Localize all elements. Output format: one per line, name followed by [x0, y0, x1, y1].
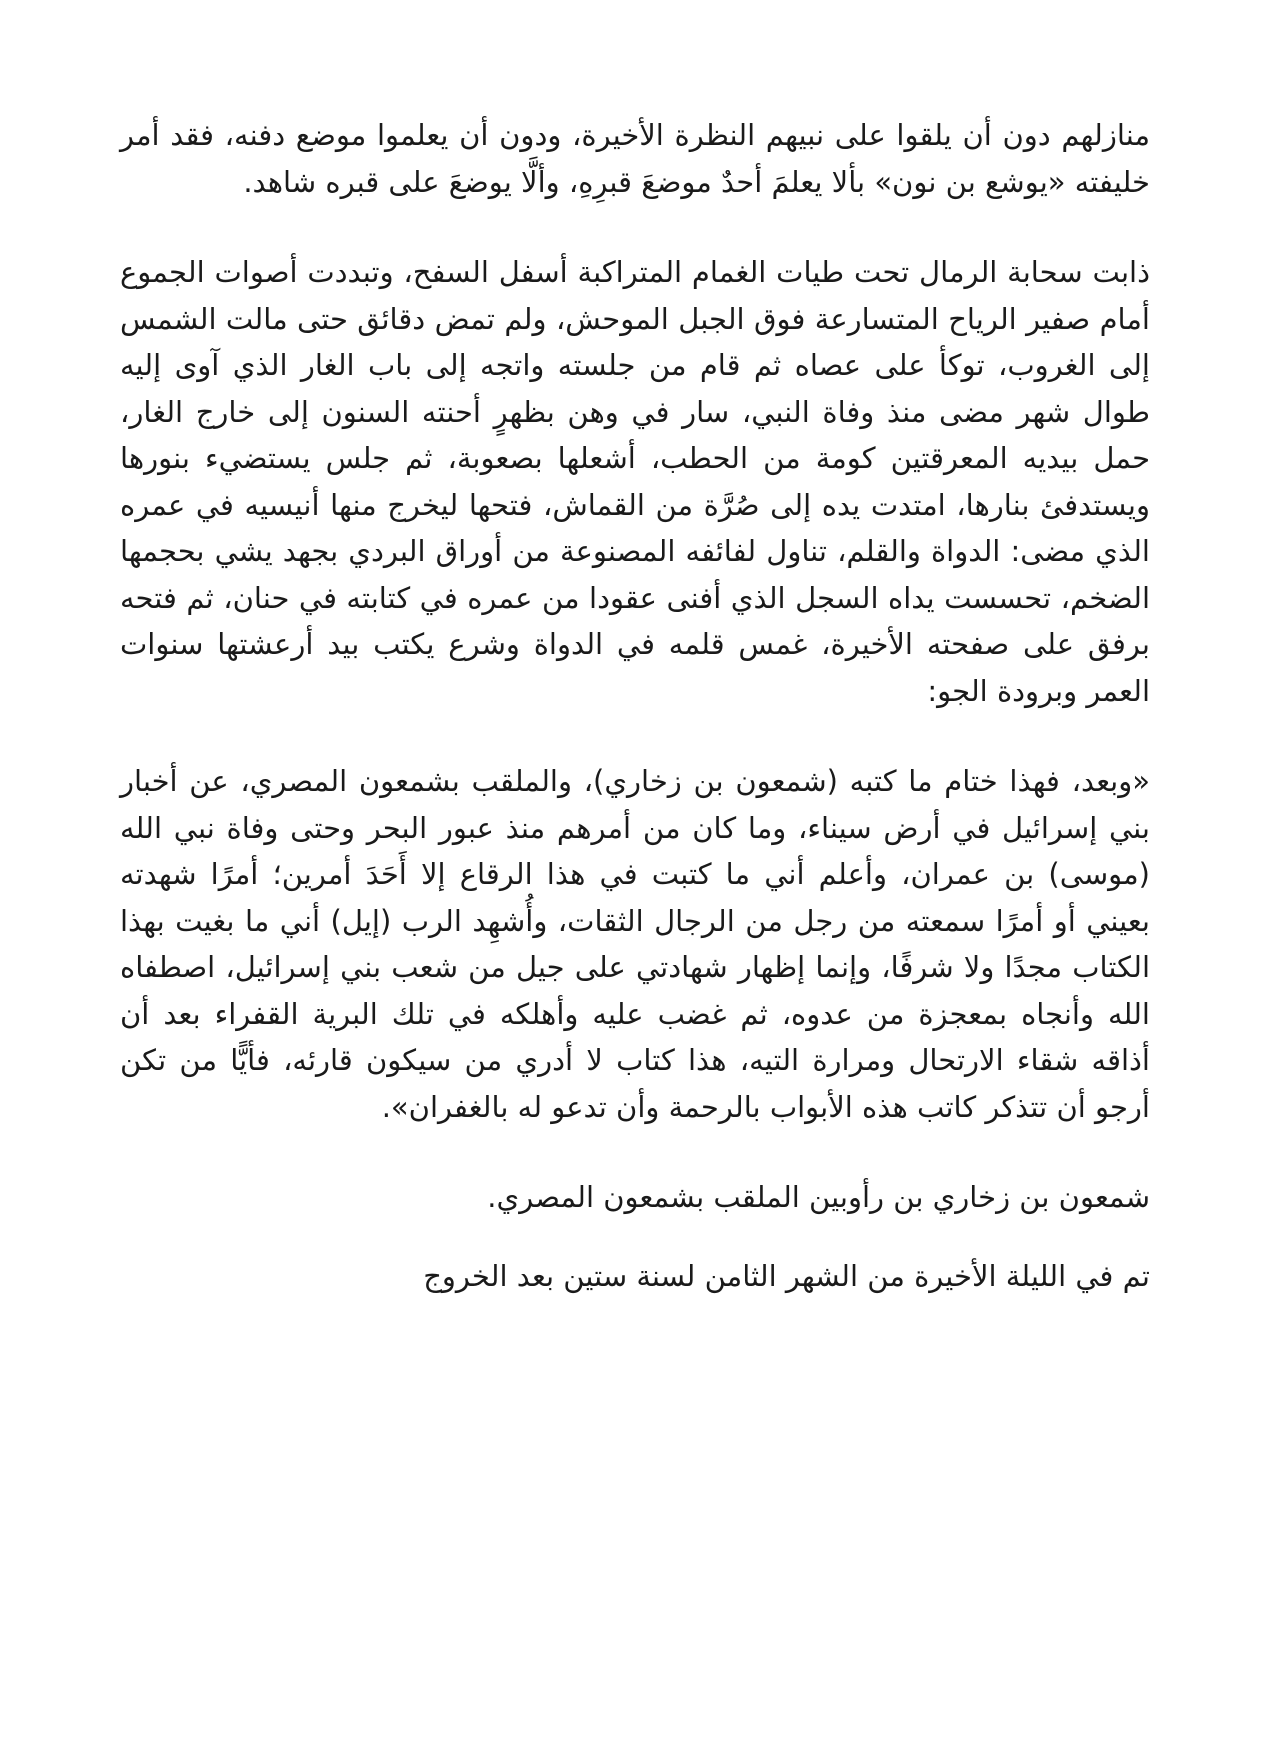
- completion-line: تم في الليلة الأخيرة من الشهر الثامن لسنة ستين بعد الخروج: [423, 1258, 1150, 1293]
- paragraph-testimony: «وبعد، فهذا ختام ما كتبه (شمعون بن زخاري)، والملقب بشمعون المصري، عن أخبار بني إسرائيل في أرض سيناء، وما كان من أمرهم منذ عبور البحر وحتى وفاة نبي الله (موسى) بن عمران، وأعلم أني ما كتبت في هذا الرقاع إلا أَحَدَ أمرين؛ أمرًا شهدته بعيني أو أمرًا سمعته من رجل من الرجال الثقات، وأُشهِد الرب (إيل) أني ما بغيت بهذا الكتاب مجدًا ولا شرفًا، وإنما إظهار شهادتي على جيل من شعب بني إسرائيل، اصطفاه الله وأنجاه بمعجزة من عدوه، ثم غضب عليه وأهلكه في تلك البرية القفراء بعد أن أذاقه شقاء الارتحال ومرارة التيه، هذا كتاب لا أدري من سيكون قارئه، فأيًّا من تكن أرجو أن تتذكر كاتب هذه الأبواب بالرحمة وأن تدعو له بالغفران».: [120, 764, 1150, 1124]
- document-page: [120, 112, 1150, 1299]
- signature-line: شمعون بن زخاري بن رأوبين الملقب بشمعون المصري.: [487, 1180, 1150, 1214]
- paragraph-burial: منازلهم دون أن يلقوا على نبيهم النظرة الأخيرة، ودون أن يعلموا موضع دفنه، فقد أمر خليفته «يوشع بن نون» بألا يعلمَ أحدٌ موضعَ قبرِهِ، وألَّا يوضعَ على قبره شاهد.: [120, 118, 1150, 199]
- paragraph-cave-scene: ذابت سحابة الرمال تحت طيات الغمام المتراكبة أسفل السفح، وتبددت أصوات الجموع أمام صفير الرياح المتسارعة فوق الجبل الموحش، ولم تمض دقائق حتى مالت الشمس إلى الغروب، توكأ على عصاه ثم قام من جلسته واتجه إلى باب الغار الذي آوى إليه طوال شهر مضى منذ وفاة النبي، سار في وهن بظهرٍ أحنته السنون إلى خارج الغار، حمل بيديه المعرقتين كومة من الحطب، أشعلها بصعوبة، ثم جلس يستضيء بنورها ويستدفئ بنارها، امتدت يده إلى صُرَّة من القماش، فتحها ليخرج منها أنيسيه في عمره الذي مضى: الدواة والقلم، تناول لفائفه المصنوعة من أوراق البردي بجهد يشي بحجمها الضخم، تحسست يداه السجل الذي أفنى عقودا من عمره في كتابته في حنان، ثم فتحه برفق على صفحته الأخيرة، غمس قلمه في الدواة وشرع يكتب بيد أرعشتها سنوات العمر وبرودة الجو:: [120, 255, 1150, 708]
